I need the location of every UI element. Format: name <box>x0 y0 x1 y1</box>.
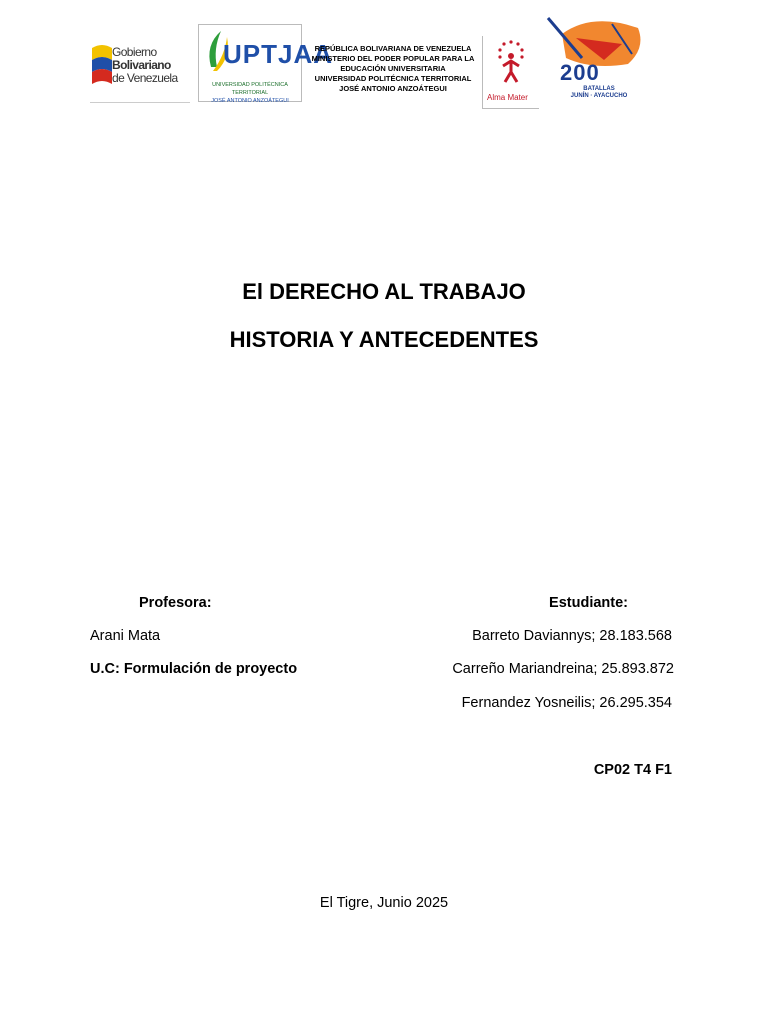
alma-mater-figure-icon <box>483 36 539 86</box>
uptjaa-logo <box>198 24 334 104</box>
title-line-2: HISTORIA Y ANTECEDENTES <box>229 327 539 352</box>
course-name: U.C: Formulación de proyecto <box>90 661 298 677</box>
uptjaa-name: UPTJAA <box>223 39 334 69</box>
gobierno-bolivariano-logo <box>90 34 190 103</box>
student-1: Barreto Daviannys; 28.183.568 <box>472 628 672 644</box>
professor-name: Arani Mata <box>90 628 161 644</box>
batallas-200-number: 200 <box>560 60 600 85</box>
professor-label: Profesora: <box>139 595 212 611</box>
alma-mater-logo <box>482 36 539 109</box>
student-2: Carreño Mariandreina; 25.893.872 <box>452 661 674 677</box>
institution-heading: REPÚBLICA BOLIVARIANA DE VENEZUELA MINISTERIO DEL PODER POPULAR PARA LA EDUCACIÓN UNIVERSITARIA UNIVERSIDAD POLITÉCNICA TERRITORIAL JOSÉ ANTONIO ANZOÁTEGUI <box>311 44 475 93</box>
student-label: Estudiante: <box>549 595 628 611</box>
batallas-200-text: BATALLAS JUNÍN · AYACUCHO <box>570 86 628 99</box>
batallas-200-logo <box>542 14 650 110</box>
place-date: El Tigre, Junio 2025 <box>319 895 449 911</box>
title-line-1: El DERECHO AL TRABAJO <box>242 279 526 304</box>
header-logos <box>90 14 650 112</box>
venezuela-flag-icon <box>90 38 114 98</box>
student-3: Fernandez Yosneilis; 26.295.354 <box>461 695 672 711</box>
alma-mater-text: Alma Mater <box>487 93 528 102</box>
section-code: CP02 T4 F1 <box>593 762 672 778</box>
gob-logo-text: Gobierno Bolivariano de Venezuela <box>112 45 178 85</box>
uptjaa-subtitle: UNIVERSIDAD POLITÉCNICA TERRITORIAL JOSÉ ANTONIO ANZOÁTEGUI <box>211 82 289 104</box>
